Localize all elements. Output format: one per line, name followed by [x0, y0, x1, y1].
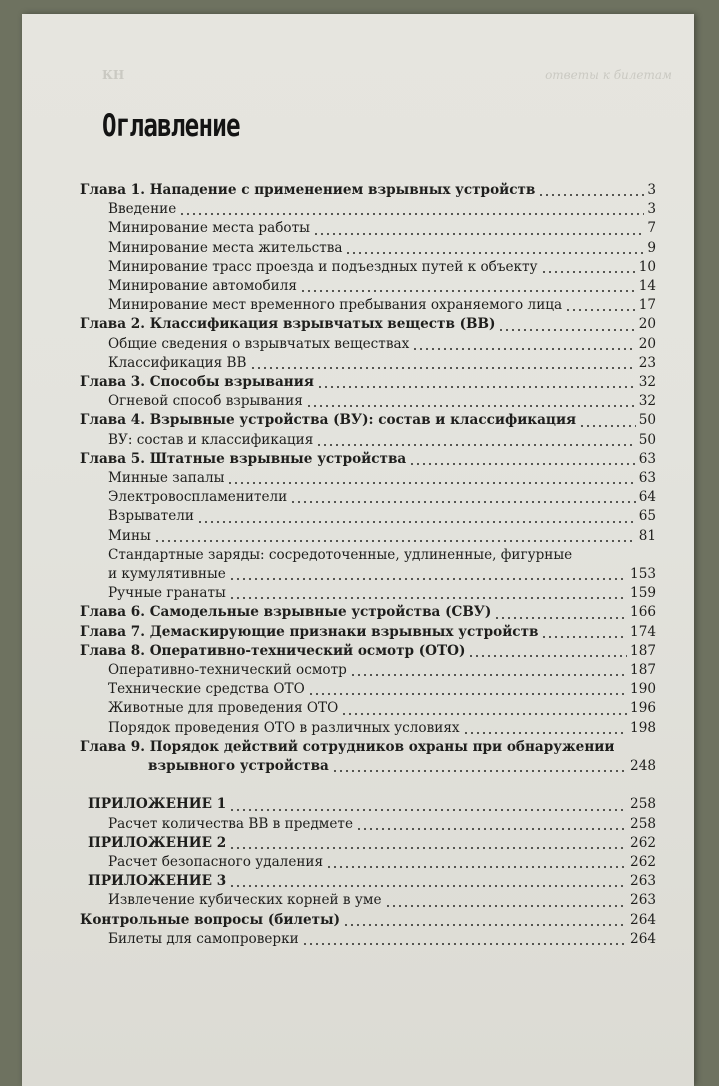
toc-spacer: [80, 776, 656, 795]
dot-leader: [541, 271, 636, 273]
dot-leader: [468, 655, 627, 657]
toc-page-number: 258: [630, 796, 656, 813]
toc-page-number: 64: [638, 489, 656, 506]
toc-entry-title: Минирование автомобиля: [108, 278, 297, 295]
toc-subsection[interactable]: [80, 219, 656, 238]
toc-chapter[interactable]: [80, 315, 656, 334]
toc-entry-title: Ручные гранаты: [108, 585, 226, 602]
toc-entry-title: Глава 1. Нападение с применением взрывных устройств: [80, 182, 536, 198]
toc-subsection[interactable]: [80, 891, 656, 910]
toc-entry-line: [80, 546, 656, 565]
dot-leader: [229, 578, 627, 580]
toc-entry-title: Билеты для самопроверки: [108, 930, 299, 947]
dot-leader: [498, 329, 635, 331]
dot-leader: [385, 905, 628, 907]
toc-entry-title: Минирование трасс проезда и подъездных путей к объекту: [108, 258, 538, 275]
toc-chapter[interactable]: [80, 757, 656, 776]
toc-entry-line: [80, 738, 656, 757]
toc-page-number: 196: [630, 700, 656, 717]
bleed-through-running-head: [92, 64, 682, 92]
dot-leader: [316, 444, 635, 446]
toc-page-number: 262: [630, 834, 656, 851]
toc-page-number: 159: [630, 585, 656, 602]
toc-entry-title: Глава 3. Способы взрывания: [80, 374, 314, 391]
toc-entry-title: Технические средства ОТО: [108, 681, 305, 698]
toc-appendix[interactable]: [80, 834, 656, 853]
dot-leader: [345, 252, 644, 254]
toc-page-number: 262: [630, 853, 656, 870]
toc-page-number: 50: [638, 431, 656, 448]
toc-chapter[interactable]: [80, 642, 656, 661]
toc-page-number: 263: [630, 873, 656, 890]
toc-page-number: 3: [647, 201, 656, 218]
toc-page-number: 50: [638, 412, 656, 429]
toc-chapter[interactable]: [80, 373, 656, 392]
dot-leader: [197, 521, 636, 523]
toc-entry-title: Извлечение кубических корней в уме: [108, 892, 382, 909]
dot-leader: [579, 425, 636, 427]
toc-entry-title: Огневой способ взрывания: [108, 393, 303, 410]
toc-entry-title: Глава 2. Классификация взрывчатых веществ (ВВ): [80, 316, 496, 333]
dot-leader: [229, 809, 627, 811]
toc-page-number: 20: [638, 316, 656, 333]
toc-page-number: 248: [630, 758, 656, 775]
toc-page-number: 63: [638, 470, 656, 487]
dot-leader: [350, 674, 627, 676]
dot-leader: [463, 732, 627, 734]
toc-page-number: 32: [638, 374, 656, 391]
dot-leader: [565, 309, 636, 311]
running-head-text: ответы к билетам: [545, 68, 672, 82]
dot-leader: [341, 713, 627, 715]
toc-subsection[interactable]: [80, 200, 656, 219]
toc-entry-title: ПРИЛОЖЕНИЕ 3: [88, 873, 227, 890]
toc-page-number: 81: [638, 527, 656, 544]
dot-leader: [179, 213, 644, 215]
dot-leader: [409, 463, 635, 465]
toc-entry-title: взрывного устройства: [148, 758, 329, 775]
toc-page-number: 32: [638, 393, 656, 410]
toc-entry-title: Глава 7. Демаскирующие признаки взрывных устройств: [80, 623, 539, 640]
dot-leader: [290, 501, 635, 503]
toc-entry-title: Общие сведения о взрывчатых веществах: [108, 335, 410, 352]
toc-subsection[interactable]: [80, 335, 656, 354]
toc-subsection[interactable]: [80, 431, 656, 450]
toc-subsection[interactable]: [80, 584, 656, 603]
toc-entry-title: Классификация ВВ: [108, 354, 247, 371]
toc-entry-title: Порядок проведения ОТО в различных условиях: [108, 719, 460, 736]
toc-page-number: 187: [630, 662, 656, 679]
dot-leader: [154, 540, 636, 542]
toc-subsection[interactable]: [80, 239, 656, 258]
toc-entry-title: Минирование места работы: [108, 220, 310, 237]
toc-chapter[interactable]: [80, 181, 656, 200]
dot-leader: [306, 405, 636, 407]
toc-subsection[interactable]: [80, 699, 656, 718]
toc-chapter[interactable]: [80, 603, 656, 622]
dot-leader: [494, 617, 627, 619]
toc-entry-title: Животные для проведения ОТО: [108, 700, 339, 717]
toc-chapter[interactable]: [80, 623, 656, 642]
page-title: Оглавление: [102, 108, 240, 144]
toc-entry-title: Оперативно-технический осмотр: [108, 662, 347, 679]
toc-subsection[interactable]: [80, 277, 656, 296]
table-of-contents: [80, 181, 656, 949]
toc-subsection[interactable]: [80, 719, 656, 738]
toc-subsection[interactable]: [80, 930, 656, 949]
toc-entry-title: Минные запалы: [108, 470, 225, 487]
dot-leader: [308, 693, 627, 695]
toc-entry-title: Расчет безопасного удаления: [108, 853, 324, 870]
toc-subsection[interactable]: [80, 354, 656, 373]
toc-subsection[interactable]: [80, 815, 656, 834]
toc-page-number: 10: [638, 258, 656, 275]
toc-subsection[interactable]: [80, 661, 656, 680]
running-head-page: КН: [102, 68, 125, 82]
toc-entry-title: Взрыватели: [108, 508, 194, 525]
dot-leader: [332, 770, 627, 772]
toc-entry-title: Контрольные вопросы (билеты): [80, 911, 341, 928]
toc-page-number: 3: [647, 182, 656, 198]
toc-page-number: 263: [630, 892, 656, 909]
toc-entry-title: Электровоспламенители: [108, 489, 288, 506]
toc-page-number: 166: [630, 604, 656, 621]
toc-subsection[interactable]: [80, 469, 656, 488]
dot-leader: [227, 482, 635, 484]
toc-entry-title: Расчет количества ВВ в предмете: [108, 815, 353, 832]
toc-page-number: 65: [638, 508, 656, 525]
toc-entry-title: ВУ: состав и классификация: [108, 431, 314, 448]
toc-page-number: 174: [630, 623, 656, 640]
toc-chapter[interactable]: [80, 411, 656, 430]
dot-leader: [313, 233, 644, 235]
dot-leader: [317, 386, 636, 388]
toc-entry-title: Глава 6. Самодельные взрывные устройства (СВУ): [80, 604, 492, 621]
dot-leader: [356, 828, 627, 830]
toc-page-number: 20: [638, 335, 656, 352]
toc-entry-title: Минирование места жительства: [108, 239, 343, 256]
toc-page-number: 9: [647, 239, 656, 256]
dot-leader: [541, 636, 627, 638]
toc-subsection[interactable]: [80, 488, 656, 507]
toc-entry-title: Минирование мест временного пребывания охраняемого лица: [108, 297, 563, 314]
dot-leader: [250, 367, 636, 369]
toc-subsection[interactable]: [80, 392, 656, 411]
toc-subsection[interactable]: [80, 258, 656, 277]
toc-subsection[interactable]: [80, 853, 656, 872]
toc-page-number: 258: [630, 815, 656, 832]
toc-entry-title: Стандартные заряды: сосредоточенные, удлиненные, фигурные: [108, 546, 573, 563]
toc-page-number: 23: [638, 354, 656, 371]
toc-subsection[interactable]: [80, 680, 656, 699]
dot-leader: [229, 597, 627, 599]
toc-entry-title: Введение: [108, 201, 177, 218]
dot-leader: [229, 885, 627, 887]
toc-page-number: 198: [630, 719, 656, 736]
toc-page-number: 14: [638, 278, 656, 295]
toc-page-number: 63: [638, 450, 656, 467]
toc-subsection[interactable]: [80, 565, 656, 584]
toc-page-number: 190: [630, 681, 656, 698]
toc-entry-title: Глава 8. Оперативно-технический осмотр (ОТО): [80, 642, 466, 659]
toc-page-number: 264: [630, 911, 656, 928]
toc-appendix[interactable]: [80, 795, 656, 814]
toc-appendix[interactable]: [80, 872, 656, 891]
toc-section[interactable]: [80, 911, 656, 930]
toc-chapter[interactable]: [80, 450, 656, 469]
dot-leader: [412, 348, 635, 350]
toc-subsection[interactable]: [80, 527, 656, 546]
dot-leader: [538, 194, 644, 196]
toc-entry-title: Мины: [108, 527, 151, 544]
toc-entry-title: ПРИЛОЖЕНИЕ 1: [88, 796, 227, 813]
toc-entry-title: Глава 9. Порядок действий сотрудников охраны при обнаружении: [80, 738, 615, 755]
toc-entry-title: и кумулятивные: [108, 566, 226, 583]
toc-page-number: 7: [647, 220, 656, 237]
toc-entry-title: ПРИЛОЖЕНИЕ 2: [88, 834, 227, 851]
toc-subsection[interactable]: [80, 507, 656, 526]
dot-leader: [326, 866, 627, 868]
toc-page-number: 153: [630, 566, 656, 583]
toc-entry-title: Глава 4. Взрывные устройства (ВУ): состав и классификация: [80, 412, 577, 429]
dot-leader: [302, 943, 627, 945]
toc-entry-title: Глава 5. Штатные взрывные устройства: [80, 450, 407, 467]
dot-leader: [229, 847, 627, 849]
dot-leader: [343, 924, 627, 926]
toc-page-number: 17: [638, 297, 656, 314]
toc-page-number: 264: [630, 930, 656, 947]
toc-page-number: 187: [630, 642, 656, 659]
toc-subsection[interactable]: [80, 296, 656, 315]
dot-leader: [300, 290, 636, 292]
